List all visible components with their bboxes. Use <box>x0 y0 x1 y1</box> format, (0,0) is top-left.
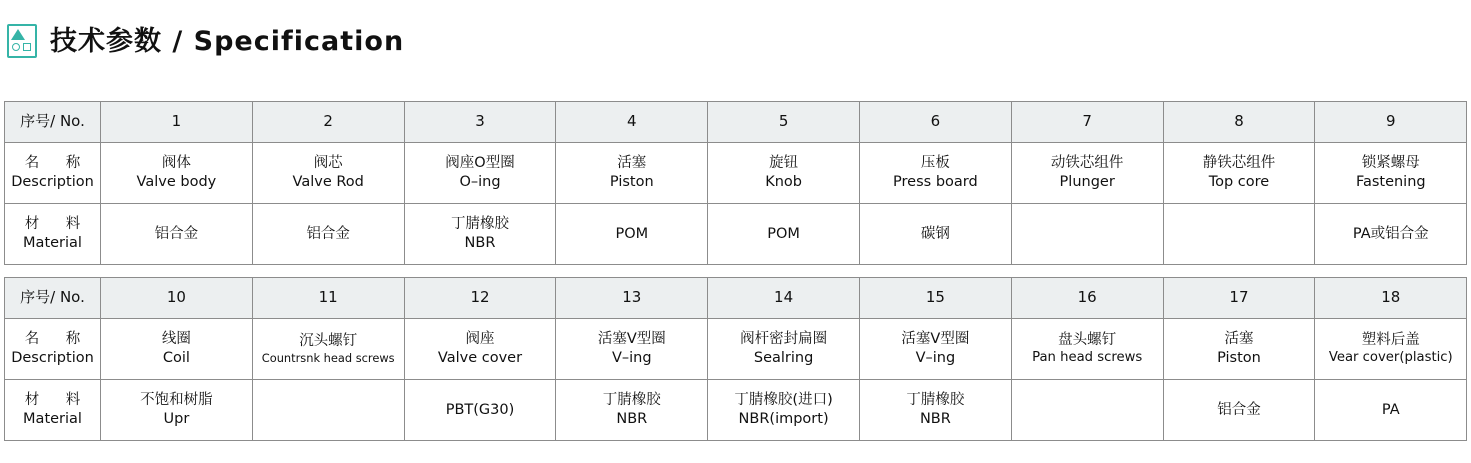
table-row-material <box>5 204 1467 265</box>
cell-no: 10 <box>101 278 253 319</box>
cell-no: 18 <box>1315 278 1467 319</box>
cell-description: 活塞V型圈 V–ing <box>556 319 708 380</box>
page-title: 技术参数 / Specification <box>50 25 405 57</box>
cell-description: 活塞 Piston <box>556 143 708 204</box>
cell-no: 2 <box>252 102 404 143</box>
row-label-material-cn: 材 料 <box>24 392 87 409</box>
cell-description: 线圈 Coil <box>101 319 253 380</box>
row-label-no: 序号/ No. <box>5 102 101 143</box>
cell-no: 1 <box>101 102 253 143</box>
row-label-description-cn: 名 称 <box>24 155 87 172</box>
cell-no: 14 <box>708 278 860 319</box>
cell-material <box>1011 380 1163 441</box>
table-row-no <box>5 102 1467 143</box>
cell-description: 锁紧螺母 Fastening <box>1315 143 1467 204</box>
cell-material: POM <box>708 204 860 265</box>
cell-description: 阀座 Valve cover <box>404 319 556 380</box>
cell-no: 17 <box>1163 278 1315 319</box>
row-label-description-cn: 名 称 <box>24 331 87 348</box>
row-label-description <box>5 143 101 204</box>
cell-material <box>1011 204 1163 265</box>
cell-material <box>1163 204 1315 265</box>
cell-no: 8 <box>1163 102 1315 143</box>
cell-no: 11 <box>252 278 404 319</box>
cell-description: 阀杆密封扁圈 Sealring <box>708 319 860 380</box>
row-label-material <box>5 204 101 265</box>
table-row-description <box>5 143 1467 204</box>
cell-material: 丁腈橡胶 NBR <box>404 204 556 265</box>
cell-description: 阀座O型圈 O–ing <box>404 143 556 204</box>
specification-table-2 <box>4 277 1467 441</box>
spec-table <box>4 277 1467 441</box>
cell-material: 铝合金 <box>101 204 253 265</box>
cell-material: 丁腈橡胶 NBR <box>556 380 708 441</box>
cell-material: 铝合金 <box>1163 380 1315 441</box>
row-label-material-en: Material <box>23 235 82 251</box>
cell-no: 15 <box>859 278 1011 319</box>
cell-no: 7 <box>1011 102 1163 143</box>
cell-material: 丁腈橡胶 NBR <box>859 380 1011 441</box>
cell-description: 塑料后盖 Vear cover(plastic) <box>1315 319 1467 380</box>
row-label-material <box>5 380 101 441</box>
page-header <box>0 0 1471 76</box>
row-label-material-cn: 材 料 <box>24 216 87 233</box>
table-row-description <box>5 319 1467 380</box>
cell-description: 沉头螺钉 Countrsnk head screws <box>252 319 404 380</box>
cell-description: 动铁芯组件 Plunger <box>1011 143 1163 204</box>
cell-material: POM <box>556 204 708 265</box>
cell-no: 13 <box>556 278 708 319</box>
cell-no: 5 <box>708 102 860 143</box>
cell-no: 12 <box>404 278 556 319</box>
row-label-description-en: Description <box>11 174 94 190</box>
cell-material: PA <box>1315 380 1467 441</box>
cell-material: 丁腈橡胶(进口) NBR(import) <box>708 380 860 441</box>
cell-no: 3 <box>404 102 556 143</box>
cell-no: 6 <box>859 102 1011 143</box>
row-label-description <box>5 319 101 380</box>
cell-no: 4 <box>556 102 708 143</box>
cell-description: 盘头螺钉 Pan head screws <box>1011 319 1163 380</box>
cell-no: 16 <box>1011 278 1163 319</box>
cell-material: 碳钢 <box>859 204 1011 265</box>
row-label-material-en: Material <box>23 411 82 427</box>
cell-description: 活塞V型圈 V–ing <box>859 319 1011 380</box>
cell-material <box>252 380 404 441</box>
row-label-no: 序号/ No. <box>5 278 101 319</box>
brand-mark-icon <box>4 20 38 58</box>
cell-material: PA或铝合金 <box>1315 204 1467 265</box>
table-row-material <box>5 380 1467 441</box>
cell-description: 阀体 Valve body <box>101 143 253 204</box>
cell-description: 活塞 Piston <box>1163 319 1315 380</box>
cell-no: 9 <box>1315 102 1467 143</box>
cell-description: 压板 Press board <box>859 143 1011 204</box>
cell-material: 铝合金 <box>252 204 404 265</box>
cell-material: 不饱和树脂 Upr <box>101 380 253 441</box>
row-label-description-en: Description <box>11 350 94 366</box>
table-row-no <box>5 278 1467 319</box>
cell-description: 旋钮 Knob <box>708 143 860 204</box>
cell-material: PBT(G30) <box>404 380 556 441</box>
specification-table-1 <box>4 101 1467 265</box>
spec-table <box>4 101 1467 265</box>
cell-description: 阀芯 Valve Rod <box>252 143 404 204</box>
cell-description: 静铁芯组件 Top core <box>1163 143 1315 204</box>
